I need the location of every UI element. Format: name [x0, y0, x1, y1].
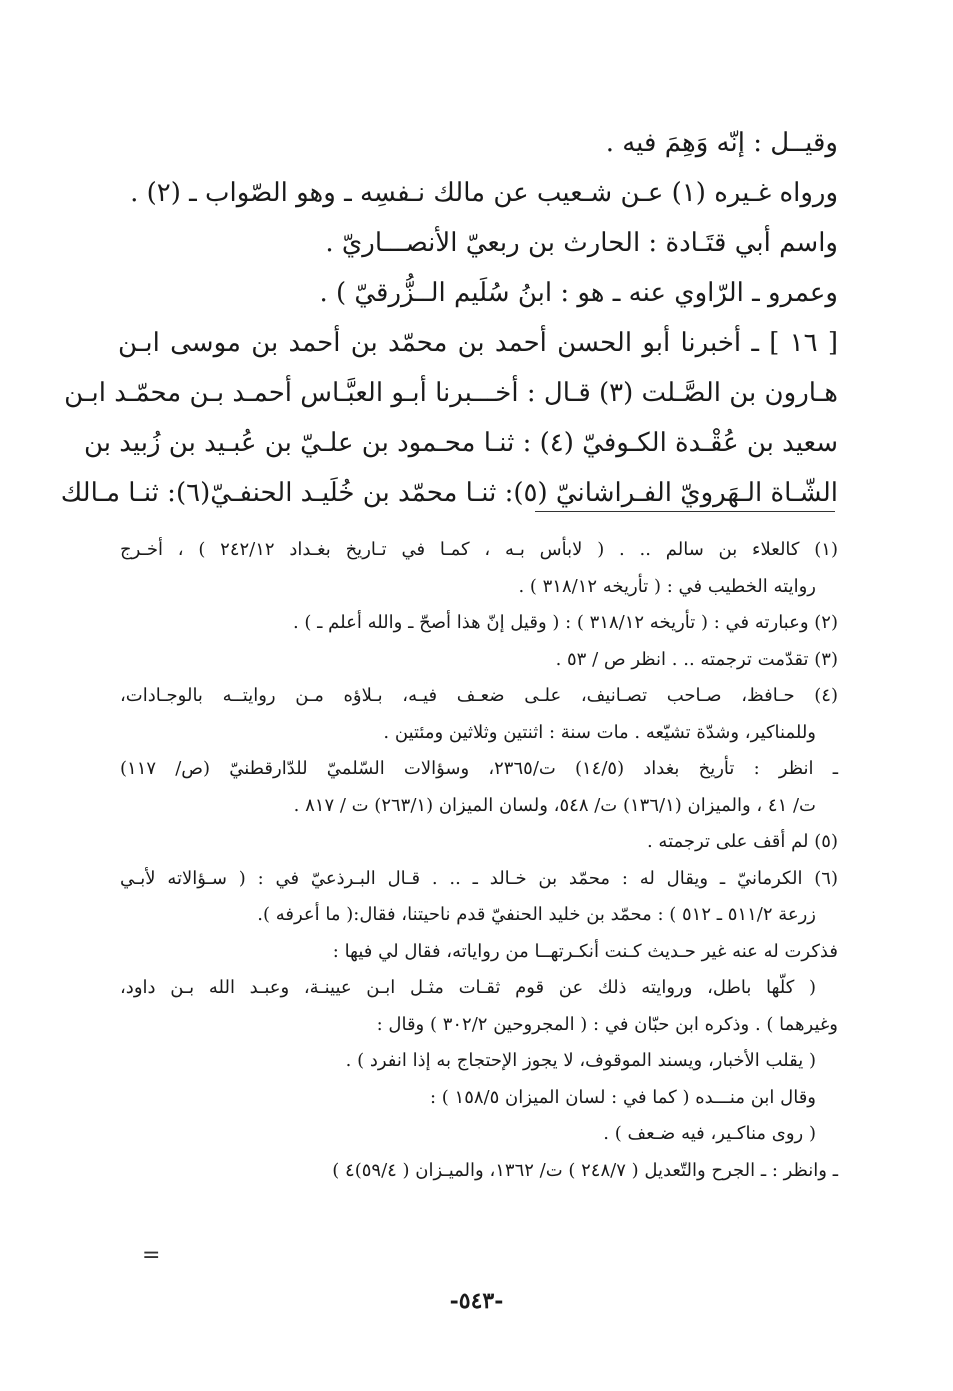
footnote-line: (٦) الكرمانيّ ـ ويقال له : محمّد بن خـالد ـ .. . قـال البـرذعيّ في : ( سـؤالاته لأبـي — [120, 867, 838, 889]
footnote-line: ( يقلب الأخبار، ويسند الموقوف، لا يجوز الإحتجاج به إذا انفرد ) . — [345, 1050, 816, 1071]
main-line: واسم أبي قتَـادة : الحارث بن ربعيّ الأنصـــاريّ . — [325, 228, 838, 258]
footnote-line: وللمناكير، وشدّة تشيّعه . مات سنة : اثنتين وثلاثين ومئتين . — [383, 721, 816, 743]
main-line: ورواه غـيره (١) عـن شـعيب عن مالك نـفسِه ـ وهو الصّواب ـ (٢) . — [130, 178, 838, 208]
main-line: هـارون بن الصَّـلت (٣) قـال : أخـــبرنا أبـو العبَّـاس أحمـد بـن محمّـد ابـن — [64, 378, 838, 408]
footnote-line: ـ وانظر : ـ الجرح والتّعديل ( ٢٤٨/٧ ) ت/ ١٣٦٢، والميـزان ( ٥٩/٤)٤ ) — [332, 1159, 838, 1181]
main-line: سعيد بن عُقْـدة الكـوفيّ (٤) : ثنـا محـمود بن علـيّ بن عُبـيد بن زُبيد بن — [83, 428, 838, 458]
footnote-line: (١) كالعلاء بن سالم .. . ( لابأس بـه ، كمـا في تـاريخ بغـداد ٢٤٢/١٢ ) ، أخـرج — [120, 539, 838, 560]
main-line: وقيــل : إنّه وَهِمَ فيه . — [605, 128, 838, 158]
continuation-mark: = — [142, 1243, 161, 1268]
footnote-line: (٣) تقدّمت ترجمته .. . انظر ص / ٥٣ . — [555, 648, 838, 670]
main-line: [ ١٦ ] ـ أخبرنا أبو الحسن أحمد بن محمّد بن أحمد بن موسى ابـن — [118, 328, 838, 358]
footnote-line: (٥) لم أقف على ترجمته . — [646, 831, 838, 852]
footnote-line: روايته الخطيب في : ( تأريخه ٣١٨/١٢ ) . — [518, 575, 816, 597]
footnote-line: وقال ابن منـــده ( كما في : لسان الميزان ١٥٨/٥ ) : — [430, 1086, 816, 1108]
footnote-line: ـ انظر : تأريخ بغداد (١٤/٥) ت/٢٣٦٥، وسؤالات السّلميّ للدّارقطنيّ (ص/ ١١٧) — [120, 758, 838, 779]
page-number: -٥٤٣- — [449, 1288, 504, 1314]
footnote-line: ( روى مناكـير، فيه ضـعف ) . — [603, 1123, 816, 1144]
footnote-line: (٢) وعبارته في : ( تأريخه ٣١٨/١٢ ) : ( وقيل إنّ هذا أصحّ ـ والله أعلم ـ ) . — [292, 612, 838, 633]
footnote-line: زرعة ٥١١/٢ ـ ٥١٢ ) : محمّد بن خليد الحنفيّ قدم ناحيتنا، فقال:( ما أعرفه ). — [257, 904, 816, 925]
footnote-line: ( كلّها باطل، وروايته ذلك عن قوم ثقـات مثـل ابـن عيينـة، وعبـد الله بـن داود، — [120, 977, 816, 998]
footnotes — [120, 532, 838, 1189]
footnote-line: ت/ ٤١ ، والميزان (١٣٦/١) ت/ ٥٤٨، ولسان الميزان (٢٦٣/١) ت / ٨١٧ . — [293, 794, 816, 816]
main-text — [60, 118, 838, 518]
footnote-line: فذكرت له عنه غير حـديث كـنت أنكـرتهــا من رواياته، فقال لي فيها : — [332, 940, 838, 962]
footnote-line: وغيرهما ) . وذكره ابن حبّان في : ( المجروحين ٣٠٢/٢ ) وقال : — [376, 1013, 838, 1035]
footnote-divider — [535, 511, 835, 512]
main-line: وعمرو ـ الرّاوي عنه ـ هو : ابنُ سُلَيم الــزُّرقيّ ) . — [319, 278, 838, 308]
main-line: الشّـاة الـهَرويّ الفـراشانيّ (٥): ثنـا محمّد بن خُلَيـد الحنفـيّ(٦): ثنـا مـالك — [60, 478, 838, 508]
footnote-line: (٤) حـافظ، صـاحب تصـانيف، علـى ضعـف فيـه، بـلاؤه مـن روايتــه بالوجـادات، — [120, 685, 838, 706]
